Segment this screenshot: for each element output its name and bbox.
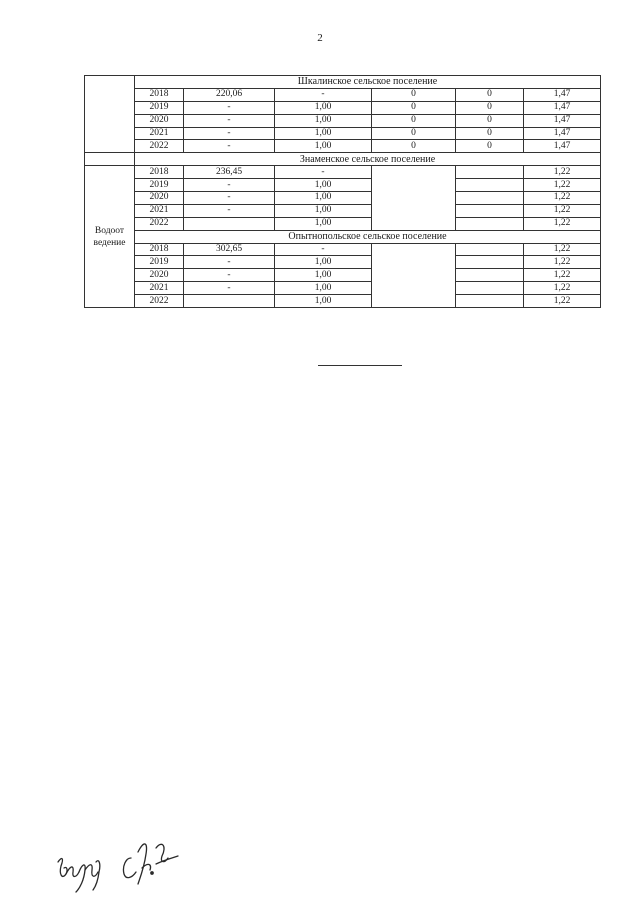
table-row	[85, 217, 601, 230]
value-cell: 1,22	[524, 192, 601, 205]
value-cell: -	[275, 243, 372, 256]
blank-merged-cell	[372, 243, 456, 307]
table-row	[85, 192, 601, 205]
table-row	[85, 243, 601, 256]
value-cell: 0	[456, 127, 524, 140]
value-cell: 1,22	[524, 166, 601, 179]
value-cell: 0	[456, 140, 524, 153]
tariff-table	[84, 75, 601, 308]
value-cell: -	[184, 140, 275, 153]
year-cell: 2019	[135, 101, 184, 114]
end-rule	[318, 365, 402, 366]
table-row	[85, 140, 601, 153]
year-cell: 2019	[135, 179, 184, 192]
value-cell: -	[184, 127, 275, 140]
table-row	[85, 179, 601, 192]
value-cell: -	[184, 256, 275, 269]
value-cell	[184, 295, 275, 308]
section-title-row	[85, 153, 601, 166]
section-title-row	[85, 230, 601, 243]
value-cell	[456, 217, 524, 230]
value-cell	[456, 282, 524, 295]
table-row	[85, 88, 601, 101]
value-cell	[456, 243, 524, 256]
value-cell: 1,22	[524, 179, 601, 192]
section-title: Опытнопольское сельское поселение	[135, 230, 601, 243]
year-cell: 2022	[135, 295, 184, 308]
year-cell: 2021	[135, 204, 184, 217]
value-cell: 1,47	[524, 88, 601, 101]
value-cell: -	[184, 179, 275, 192]
value-cell	[456, 166, 524, 179]
value-cell: 1,47	[524, 140, 601, 153]
year-cell: 2018	[135, 243, 184, 256]
section-title: Шкалинское сельское поселение	[135, 76, 601, 89]
value-cell: -	[184, 101, 275, 114]
value-cell: 1,00	[275, 204, 372, 217]
value-cell: 1,00	[275, 295, 372, 308]
year-cell: 2021	[135, 282, 184, 295]
value-cell: -	[275, 88, 372, 101]
year-cell: 2022	[135, 140, 184, 153]
value-cell: 1,00	[275, 282, 372, 295]
value-cell: 1,22	[524, 243, 601, 256]
table-row	[85, 114, 601, 127]
blank-merged-cell	[372, 166, 456, 230]
value-cell: 1,00	[275, 256, 372, 269]
value-cell: 0	[372, 140, 456, 153]
value-cell: 1,47	[524, 114, 601, 127]
table-row	[85, 127, 601, 140]
service-label: Водоот ведение	[85, 166, 135, 308]
value-cell: -	[184, 269, 275, 282]
value-cell: 0	[456, 114, 524, 127]
value-cell: -	[184, 114, 275, 127]
value-cell: 0	[372, 127, 456, 140]
value-cell: 1,00	[275, 192, 372, 205]
table-row	[85, 295, 601, 308]
year-cell: 2018	[135, 88, 184, 101]
value-cell: 1,47	[524, 127, 601, 140]
label-cell-gap	[85, 153, 135, 166]
table-row	[85, 269, 601, 282]
value-cell: -	[184, 204, 275, 217]
year-cell: 2019	[135, 256, 184, 269]
value-cell: 1,00	[275, 140, 372, 153]
value-cell: 1,00	[275, 269, 372, 282]
table-row	[85, 166, 601, 179]
value-cell	[456, 269, 524, 282]
value-cell: 302,65	[184, 243, 275, 256]
year-cell: 2020	[135, 114, 184, 127]
table-row	[85, 204, 601, 217]
value-cell: 0	[372, 101, 456, 114]
page-number: 2	[317, 32, 323, 44]
value-cell	[456, 179, 524, 192]
handwritten-signature	[52, 828, 212, 898]
value-cell: 1,47	[524, 101, 601, 114]
year-cell: 2021	[135, 127, 184, 140]
value-cell: 0	[372, 114, 456, 127]
value-cell: 1,00	[275, 127, 372, 140]
value-cell	[456, 295, 524, 308]
label-cell-top	[85, 76, 135, 153]
value-cell: 1,22	[524, 204, 601, 217]
year-cell: 2020	[135, 269, 184, 282]
value-cell: -	[275, 166, 372, 179]
table-row	[85, 282, 601, 295]
value-cell	[456, 256, 524, 269]
value-cell: -	[184, 192, 275, 205]
section-title: Знаменское сельское поселение	[135, 153, 601, 166]
value-cell: 0	[456, 101, 524, 114]
year-cell: 2020	[135, 192, 184, 205]
value-cell: 1,00	[275, 217, 372, 230]
value-cell: 1,00	[275, 114, 372, 127]
value-cell	[456, 204, 524, 217]
value-cell: -	[184, 282, 275, 295]
year-cell: 2018	[135, 166, 184, 179]
value-cell: 0	[456, 88, 524, 101]
value-cell: 1,22	[524, 256, 601, 269]
value-cell: 1,00	[275, 101, 372, 114]
table-row	[85, 101, 601, 114]
year-cell: 2022	[135, 217, 184, 230]
value-cell: 1,22	[524, 269, 601, 282]
value-cell: 1,22	[524, 282, 601, 295]
table-row	[85, 256, 601, 269]
value-cell	[456, 192, 524, 205]
value-cell: 236,45	[184, 166, 275, 179]
value-cell: 220,06	[184, 88, 275, 101]
value-cell: 0	[372, 88, 456, 101]
value-cell	[184, 217, 275, 230]
value-cell: 1,22	[524, 295, 601, 308]
value-cell: 1,00	[275, 179, 372, 192]
section-title-row	[85, 76, 601, 89]
value-cell: 1,22	[524, 217, 601, 230]
